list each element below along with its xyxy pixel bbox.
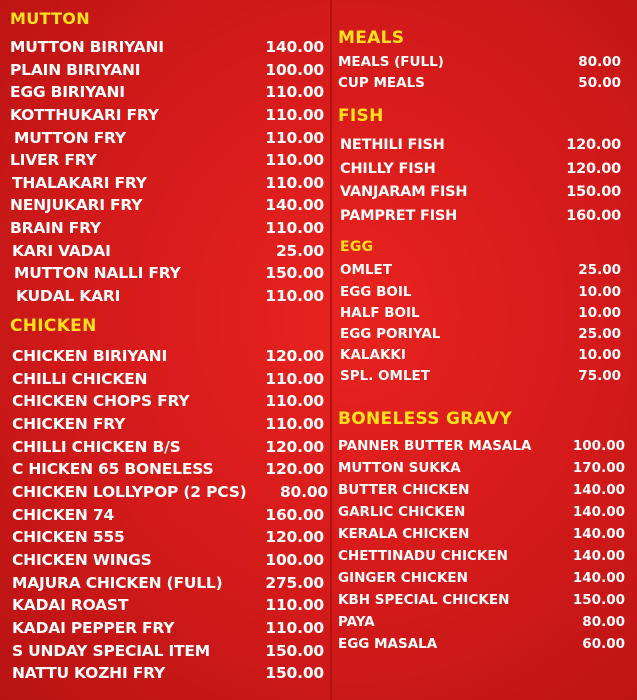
section-title-chicken: CHICKEN <box>10 316 97 336</box>
item-name: KADAI ROAST <box>12 596 129 614</box>
menu-item <box>340 324 621 344</box>
item-price: 100.00 <box>572 438 625 454</box>
menu-item <box>340 181 621 203</box>
menu-item <box>12 526 324 548</box>
item-name: MAJURA CHICKEN (FULL) <box>12 574 223 592</box>
menu-item <box>12 594 324 616</box>
menu-item <box>340 260 621 280</box>
menu-item <box>340 282 621 302</box>
item-name: MUTTON NALLI FRY <box>14 264 181 282</box>
item-price: 120.00 <box>566 161 621 177</box>
item-price: 110.00 <box>265 129 324 147</box>
item-name: CUP MEALS <box>338 75 425 91</box>
item-price: 110.00 <box>265 106 324 124</box>
item-price: 25.00 <box>578 326 621 342</box>
item-name: GARLIC CHICKEN <box>338 504 466 520</box>
menu-item <box>338 480 625 500</box>
item-price: 170.00 <box>572 460 625 476</box>
menu-item <box>340 303 621 323</box>
menu-item <box>12 368 324 390</box>
item-name: THALAKARI FRY <box>12 174 147 192</box>
menu-item <box>12 413 324 435</box>
menu-item <box>338 436 625 456</box>
item-name: NATTU KOZHI FRY <box>12 664 166 682</box>
item-name: NENJUKARI FRY <box>10 196 143 214</box>
item-price: 10.00 <box>578 284 621 300</box>
item-price: 120.00 <box>265 347 324 365</box>
menu-item <box>338 634 625 654</box>
menu-item <box>340 345 621 365</box>
item-price: 25.00 <box>275 242 324 260</box>
item-name: HALF BOIL <box>340 305 420 321</box>
item-name: PANNER BUTTER MASALA <box>338 438 532 454</box>
item-price: 150.00 <box>572 592 625 608</box>
item-name: GINGER CHICKEN <box>338 570 468 586</box>
menu-item <box>10 149 324 171</box>
item-name: KERALA CHICKEN <box>338 526 470 542</box>
menu-item <box>12 662 324 684</box>
menu-item <box>10 104 324 126</box>
item-name: C HICKEN 65 BONELESS <box>12 460 214 478</box>
section-title-meals: MEALS <box>338 28 405 48</box>
section-title-egg: EGG <box>340 239 374 255</box>
menu-item <box>10 194 324 216</box>
item-price: 110.00 <box>265 151 324 169</box>
item-name: EGG MASALA <box>338 636 438 652</box>
menu-item <box>338 52 621 72</box>
item-name: CHICKEN FRY <box>12 415 126 433</box>
item-name: CHICKEN BIRIYANI <box>12 347 168 365</box>
menu-item <box>12 481 328 503</box>
item-name: EGG BIRIYANI <box>10 83 125 101</box>
menu-item <box>340 205 621 227</box>
menu-item <box>16 285 324 307</box>
item-price: 150.00 <box>265 664 324 682</box>
item-name: BRAIN FRY <box>10 219 101 237</box>
column-divider <box>330 0 332 700</box>
item-name: VANJARAM FISH <box>340 184 468 200</box>
item-name: CHILLI CHICKEN B/S <box>12 438 181 456</box>
item-name: KALAKKI <box>340 347 406 363</box>
item-price: 110.00 <box>265 370 324 388</box>
item-price: 80.00 <box>578 54 621 70</box>
menu-item <box>340 158 621 180</box>
menu-item <box>14 127 324 149</box>
item-price: 100.00 <box>265 61 324 79</box>
item-price: 110.00 <box>265 174 324 192</box>
menu-item <box>340 366 621 386</box>
item-price: 140.00 <box>572 504 625 520</box>
item-price: 60.00 <box>582 636 625 652</box>
item-price: 80.00 <box>582 614 625 630</box>
item-name: CHICKEN LOLLYPOP (2 PCS) <box>12 483 247 501</box>
menu-item <box>12 572 324 594</box>
item-price: 120.00 <box>566 137 621 153</box>
menu-item <box>12 504 324 526</box>
menu-item <box>12 640 324 662</box>
menu-item <box>12 617 324 639</box>
item-price: 140.00 <box>265 196 324 214</box>
item-name: BUTTER CHICKEN <box>338 482 470 498</box>
item-name: CHICKEN CHOPS FRY <box>12 392 190 410</box>
item-price: 110.00 <box>265 392 324 410</box>
item-price: 120.00 <box>265 528 324 546</box>
item-name: KBH SPECIAL CHICKEN <box>338 592 510 608</box>
item-price: 75.00 <box>578 368 621 384</box>
menu-item <box>338 458 625 478</box>
item-name: PAMPRET FISH <box>340 208 458 224</box>
menu-item <box>338 612 625 632</box>
item-price: 50.00 <box>578 75 621 91</box>
item-price: 10.00 <box>578 305 621 321</box>
item-name: CHICKEN WINGS <box>12 551 152 569</box>
menu-item <box>338 568 625 588</box>
item-name: OMLET <box>340 262 392 278</box>
item-price: 150.00 <box>265 642 324 660</box>
item-price: 110.00 <box>265 619 324 637</box>
menu-item <box>12 458 324 480</box>
item-price: 150.00 <box>265 264 324 282</box>
item-price: 140.00 <box>265 38 324 56</box>
item-price: 100.00 <box>265 551 324 569</box>
item-price: 140.00 <box>572 526 625 542</box>
menu-item <box>338 546 625 566</box>
item-price: 110.00 <box>265 287 324 305</box>
item-name: MEALS (FULL) <box>338 54 444 70</box>
menu-item <box>12 172 324 194</box>
menu-item <box>14 262 324 284</box>
menu-item <box>338 73 621 93</box>
item-price: 120.00 <box>265 460 324 478</box>
menu-item <box>12 549 324 571</box>
menu-item <box>12 345 324 367</box>
item-price: 80.00 <box>279 483 328 501</box>
item-price: 160.00 <box>265 506 324 524</box>
menu-item <box>338 502 625 522</box>
item-name: KOTTHUKARI FRY <box>10 106 159 124</box>
item-name: EGG PORIYAL <box>340 326 441 342</box>
menu-item <box>340 134 621 156</box>
item-name: EGG BOIL <box>340 284 412 300</box>
item-price: 160.00 <box>566 208 621 224</box>
section-title-mutton: MUTTON <box>10 9 90 28</box>
item-name: KARI VADAI <box>12 242 111 260</box>
item-name: MUTTON BIRIYANI <box>10 38 164 56</box>
item-price: 10.00 <box>578 347 621 363</box>
item-price: 140.00 <box>572 482 625 498</box>
menu-item <box>10 36 324 58</box>
item-name: LIVER FRY <box>10 151 97 169</box>
item-name: MUTTON SUKKA <box>338 460 461 476</box>
item-price: 25.00 <box>578 262 621 278</box>
item-name: PLAIN BIRIYANI <box>10 61 141 79</box>
item-price: 140.00 <box>572 548 625 564</box>
menu-item <box>12 390 324 412</box>
item-name: SPL. OMLET <box>340 368 430 384</box>
menu-item <box>12 436 324 458</box>
menu-item <box>10 217 324 239</box>
menu-item <box>338 590 625 610</box>
item-price: 120.00 <box>265 438 324 456</box>
item-name: PAYA <box>338 614 375 630</box>
item-price: 110.00 <box>265 596 324 614</box>
section-title-fish: FISH <box>338 106 384 126</box>
item-price: 110.00 <box>265 219 324 237</box>
item-price: 110.00 <box>265 415 324 433</box>
item-name: S UNDAY SPECIAL ITEM <box>12 642 210 660</box>
item-price: 150.00 <box>566 184 621 200</box>
item-name: CHILLY FISH <box>340 161 436 177</box>
menu-item <box>10 81 324 103</box>
item-name: CHETTINADU CHICKEN <box>338 548 508 564</box>
item-price: 110.00 <box>265 83 324 101</box>
item-name: KUDAL KARI <box>16 287 121 305</box>
item-name: NETHILI FISH <box>340 137 445 153</box>
item-name: CHICKEN 555 <box>12 528 125 546</box>
item-name: KADAI PEPPER FRY <box>12 619 175 637</box>
item-name: MUTTON FRY <box>14 129 126 147</box>
menu-item <box>10 59 324 81</box>
item-name: CHICKEN 74 <box>12 506 115 524</box>
section-title-boneless-gravy: BONELESS GRAVY <box>338 409 513 429</box>
item-price: 275.00 <box>265 574 324 592</box>
item-name: CHILLI CHICKEN <box>12 370 148 388</box>
menu-item <box>338 524 625 544</box>
menu-item <box>12 240 324 262</box>
item-price: 140.00 <box>572 570 625 586</box>
